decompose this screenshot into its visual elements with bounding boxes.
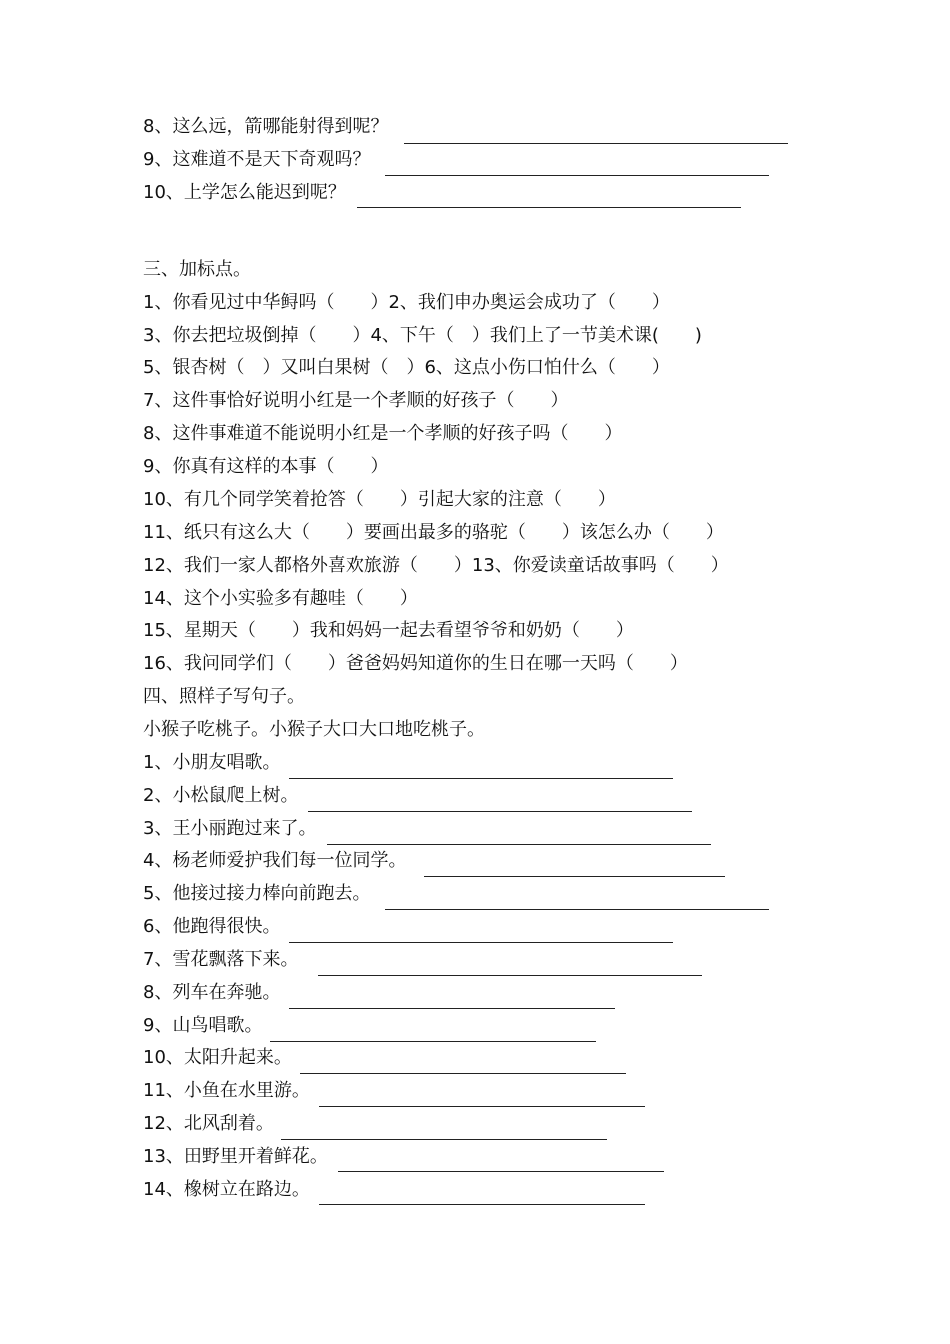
answer-line[interactable] — [318, 975, 702, 976]
imitation-item: 11、小鱼在水里游。 — [143, 1080, 310, 1101]
answer-line[interactable] — [319, 1106, 645, 1107]
punctuation-item: 11、纸只有这么大（ ）要画出最多的骆驼（ ）该怎么办（ ） — [143, 522, 724, 543]
answer-line[interactable] — [289, 1008, 615, 1009]
answer-line[interactable] — [338, 1171, 664, 1172]
imitation-item: 5、他接过接力棒向前跑去。 — [143, 883, 371, 904]
imitation-item: 8、列车在奔驰。 — [143, 982, 281, 1003]
imitation-item: 14、橡树立在路边。 — [143, 1179, 310, 1200]
imitation-item: 13、田野里开着鲜花。 — [143, 1146, 328, 1167]
answer-line[interactable] — [424, 876, 725, 877]
example-sentence: 小猴子吃桃子。小猴子大口大口地吃桃子。 — [143, 719, 485, 740]
answer-line[interactable] — [281, 1139, 607, 1140]
rewrite-item-10: 10、上学怎么能迟到呢？ — [143, 182, 346, 203]
punctuation-item: 16、我问同学们（ ）爸爸妈妈知道你的生日在哪一天吗（ ） — [143, 653, 688, 674]
imitation-item: 6、他跑得很快。 — [143, 916, 281, 937]
punctuation-item: 3、你去把垃圾倒掉（ ）4、下午（ ）我们上了一节美术课( ) — [143, 325, 702, 346]
imitation-item: 1、小朋友唱歌。 — [143, 752, 281, 773]
section-title-punctuation: 三、加标点。 — [143, 259, 251, 280]
rewrite-item-8: 8、这么远，箭哪能射得到呢？ — [143, 116, 389, 137]
imitation-item: 12、北风刮着。 — [143, 1113, 274, 1134]
rewrite-item-9: 9、这难道不是天下奇观吗？ — [143, 149, 371, 170]
punctuation-item: 1、你看见过中华鲟吗（ ）2、我们申办奥运会成功了（ ） — [143, 292, 670, 313]
punctuation-item: 15、星期天（ ）我和妈妈一起去看望爷爷和奶奶（ ） — [143, 620, 634, 641]
imitation-item: 7、雪花飘落下来。 — [143, 949, 299, 970]
answer-line[interactable] — [308, 811, 692, 812]
punctuation-item: 10、有几个同学笑着抢答（ ）引起大家的注意（ ） — [143, 489, 616, 510]
answer-line[interactable] — [319, 1204, 645, 1205]
answer-line[interactable] — [385, 175, 769, 176]
answer-line[interactable] — [357, 207, 741, 208]
punctuation-item: 5、银杏树（ ）又叫白果树（ ）6、这点小伤口怕什么（ ） — [143, 357, 670, 378]
punctuation-item: 7、这件事恰好说明小红是一个孝顺的好孩子（ ） — [143, 390, 569, 411]
punctuation-item: 12、我们一家人都格外喜欢旅游（ ）13、你爱读童话故事吗（ ） — [143, 555, 729, 576]
imitation-item: 9、山鸟唱歌。 — [143, 1015, 263, 1036]
imitation-item: 3、王小丽跑过来了。 — [143, 818, 317, 839]
imitation-item: 2、小松鼠爬上树。 — [143, 785, 299, 806]
answer-line[interactable] — [270, 1041, 596, 1042]
punctuation-item: 9、你真有这样的本事（ ） — [143, 456, 389, 477]
section-title-imitation: 四、照样子写句子。 — [143, 686, 305, 707]
imitation-item: 4、杨老师爱护我们每一位同学。 — [143, 850, 407, 871]
answer-line[interactable] — [327, 844, 711, 845]
answer-line[interactable] — [404, 143, 788, 144]
answer-line[interactable] — [385, 909, 769, 910]
punctuation-item: 8、这件事难道不能说明小红是一个孝顺的好孩子吗（ ） — [143, 423, 623, 444]
imitation-item: 10、太阳升起来。 — [143, 1047, 292, 1068]
answer-line[interactable] — [289, 778, 673, 779]
answer-line[interactable] — [289, 942, 673, 943]
punctuation-item: 14、这个小实验多有趣哇（ ） — [143, 588, 418, 609]
answer-line[interactable] — [300, 1073, 626, 1074]
